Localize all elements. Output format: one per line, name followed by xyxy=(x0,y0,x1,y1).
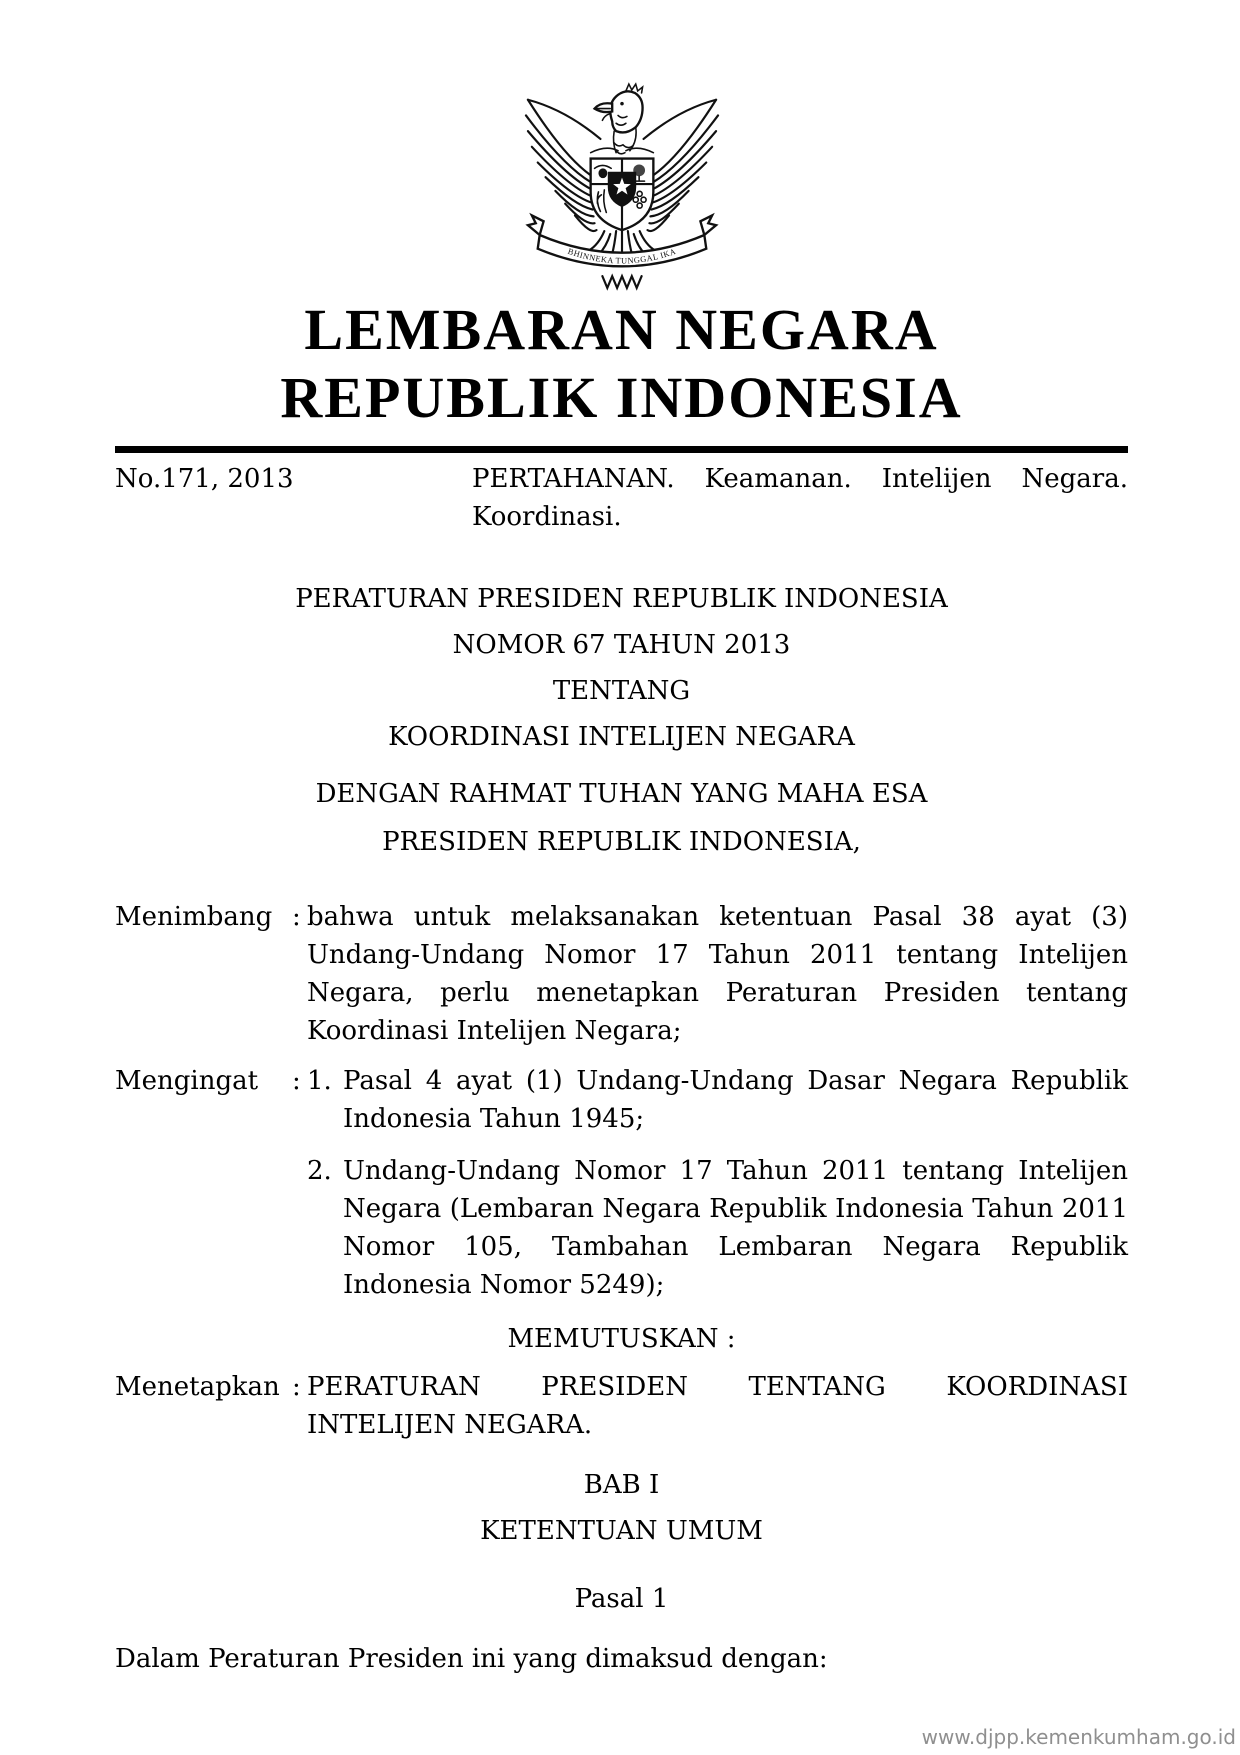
legal-basis-item-number: 2. xyxy=(307,1156,332,1186)
masthead-title xyxy=(115,296,1128,432)
enactment-text: PERATURAN PRESIDEN TENTANG KOORDINASI INTELIJEN NEGARA. xyxy=(307,1372,1128,1440)
legal-basis-item-number: 1. xyxy=(307,1066,332,1096)
consideration-section xyxy=(115,898,1128,1050)
legal-basis-items xyxy=(307,1062,1128,1304)
gazette-subject: PERTAHANAN. Keamanan. Intelijen Negara. Koordinasi. xyxy=(472,464,1128,532)
legal-basis-section xyxy=(115,1062,1128,1304)
legal-basis-label: Mengingat xyxy=(115,1066,259,1096)
invocation-line: DENGAN RAHMAT TUHAN YANG MAHA ESA xyxy=(315,779,928,809)
regulation-heading xyxy=(115,576,1128,760)
regulation-heading-line3: TENTANG xyxy=(552,676,691,706)
invocation-block xyxy=(115,770,1128,866)
legal-basis-item-text: Pasal 4 ayat (1) Undang-Undang Dasar Negara Republik Indonesia Tahun 1945; xyxy=(343,1066,1128,1134)
article-number: Pasal 1 xyxy=(574,1584,669,1614)
gazette-number: No.171, 2013 xyxy=(115,464,294,494)
masthead-title-line1: LEMBARAN NEGARA xyxy=(304,297,939,362)
consideration-colon: : xyxy=(292,902,301,932)
legal-basis-item-text: Undang-Undang Nomor 17 Tahun 2011 tentang Intelijen Negara (Lembaran Negara Republik Indonesia Tahun 2011 Nomor 105, Tambahan Lembaran Negara Republik Indonesia Nomor 5249); xyxy=(343,1156,1128,1300)
masthead-rule xyxy=(115,446,1128,453)
chapter-title: KETENTUAN UMUM xyxy=(480,1516,763,1546)
state-emblem-icon xyxy=(524,80,720,292)
enactment-section xyxy=(115,1368,1128,1444)
consideration-text: bahwa untuk melaksanakan ketentuan Pasal 38 ayat (3) Undang-Undang Nomor 17 Tahun 2011 tentang Intelijen Negara, perlu menetapkan Peraturan Presiden tentang Koordinasi Intelijen Negara; xyxy=(307,902,1128,1046)
footer-watermark-url: www.djpp.kemenkumham.go.id xyxy=(921,1725,1236,1749)
authority-line: PRESIDEN REPUBLIK INDONESIA, xyxy=(382,827,861,857)
gazette-meta-row xyxy=(115,460,1128,536)
consideration-label: Menimbang xyxy=(115,902,273,932)
emblem-motto: BHINNEKA TUNGGAL IKA xyxy=(566,246,677,266)
regulation-heading-line2: NOMOR 67 TAHUN 2013 xyxy=(452,630,791,660)
legal-basis-colon: : xyxy=(292,1066,301,1096)
chapter-block xyxy=(115,1462,1128,1554)
regulation-heading-line1: PERATURAN PRESIDEN REPUBLIK INDONESIA xyxy=(295,584,948,614)
chapter-number: BAB I xyxy=(583,1470,660,1500)
enactment-label: Menetapkan xyxy=(115,1372,280,1402)
page-content xyxy=(115,0,1128,1678)
masthead-title-line2: REPUBLIK INDONESIA xyxy=(280,365,963,430)
article-intro: Dalam Peraturan Presiden ini yang dimaksud dengan: xyxy=(115,1644,828,1674)
legal-basis-item xyxy=(307,1152,1128,1304)
garuda-pancasila-emblem xyxy=(524,80,720,292)
legal-basis-item xyxy=(307,1062,1128,1138)
regulation-heading-line4: KOORDINASI INTELIJEN NEGARA xyxy=(388,722,855,752)
decision-heading: MEMUTUSKAN : xyxy=(507,1324,736,1354)
enactment-colon: : xyxy=(292,1372,301,1402)
